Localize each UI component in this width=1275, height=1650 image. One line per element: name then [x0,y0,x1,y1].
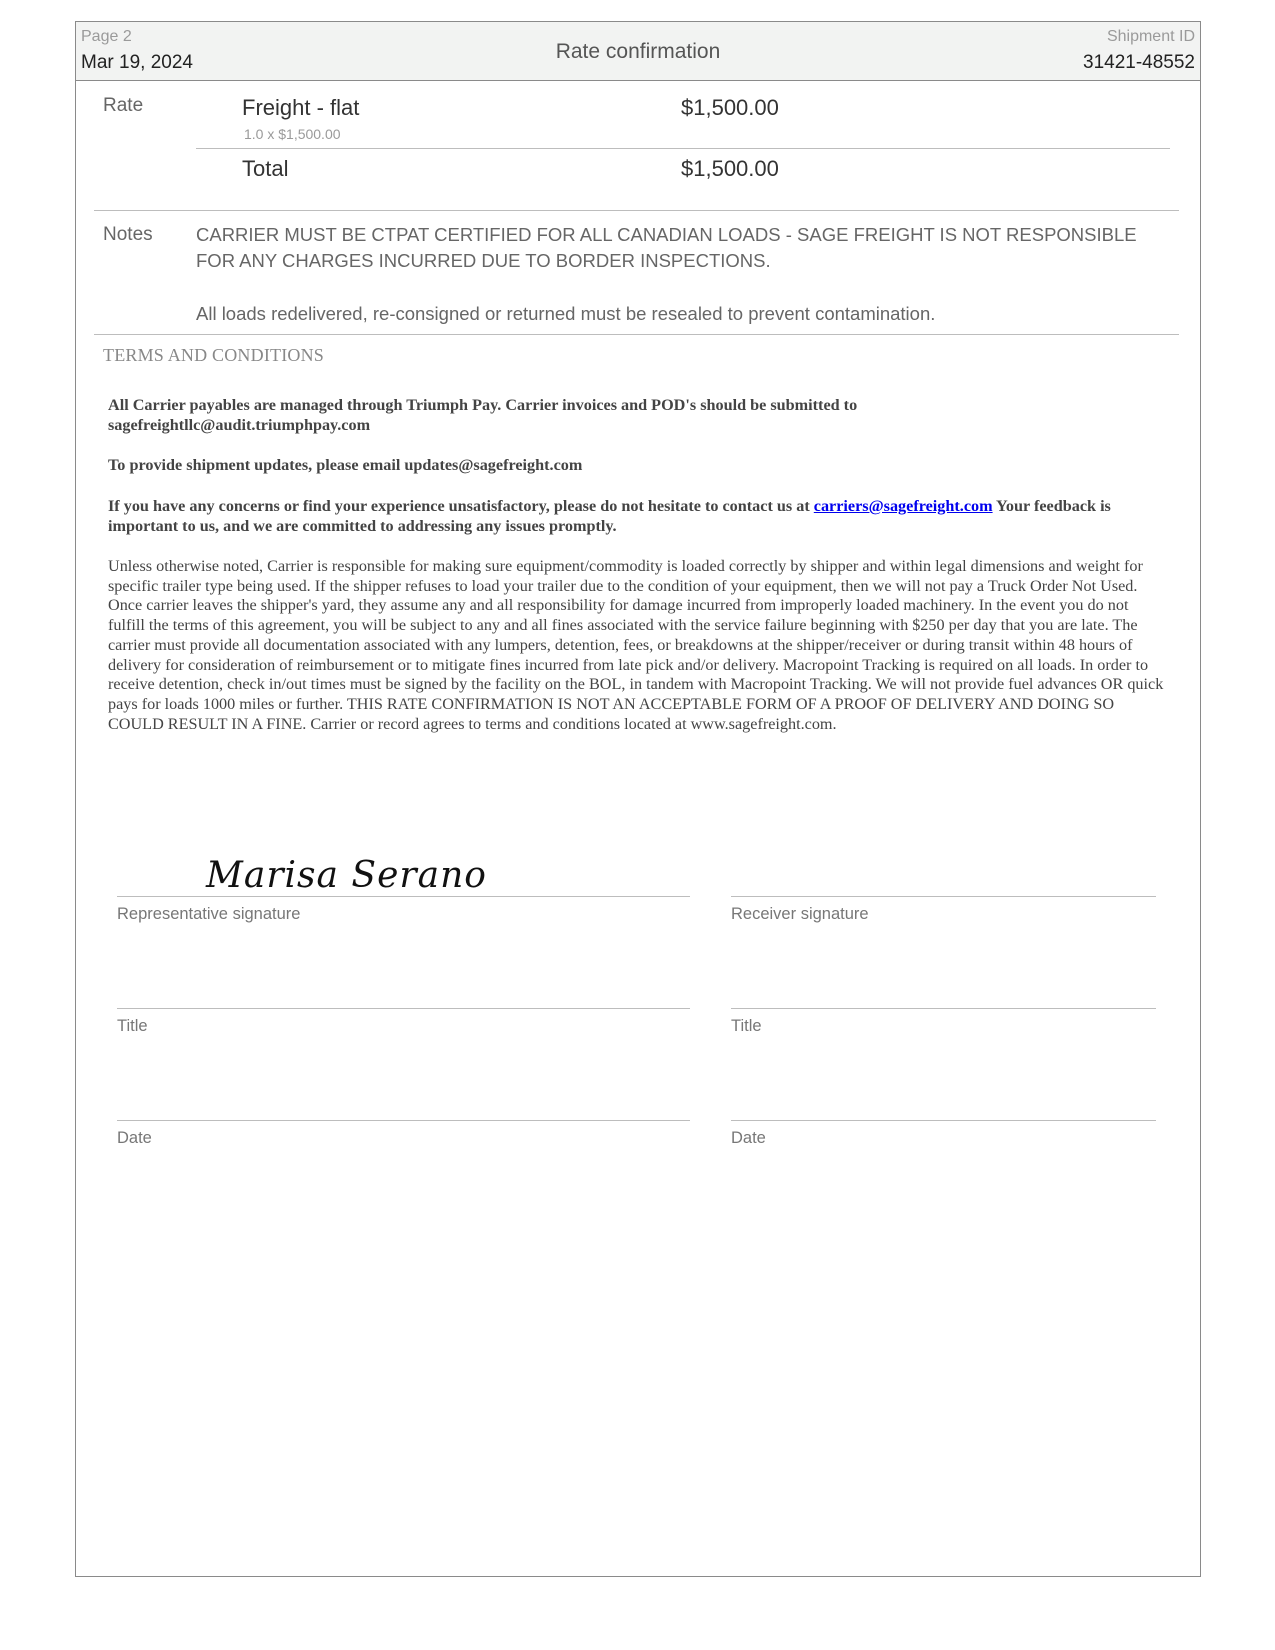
title-line [117,1008,690,1009]
rate-label: Rate [103,95,144,116]
date-line [117,1120,690,1121]
receiver-signature-label: Receiver signature [731,905,869,923]
total-amount: $1,500.00 [681,156,779,181]
section-divider [94,210,1179,211]
shipment-id-label: Shipment ID [1106,28,1195,45]
terms-payables: All Carrier payables are managed through Triumph Pay. Carrier invoices and POD's should be submitted to sagefreightllc@audit.triumphpay.com [108,396,858,434]
representative-signature-label: Representative signature [117,905,301,923]
representative-title-label: Title [117,1017,148,1035]
terms-body: Unless otherwise noted, Carrier is responsible for making sure equipment/commodity is loaded correctly by shipper and within legal dimensions and weight for specific trailer type being used. If the shipper refuses to load your trailer due to the condition of your equipment, then we will not pay a Truck Order Not Used. Once carrier leaves the shipper's yard, they assume any and all responsibility for damage incurred from improperly loaded machinery. In the event you do not fulfill the terms of this agreement, you will be subject to any and all fines associated with the service failure beginning with $250 per day that you are late. The carrier must provide all documentation associated with any lumpers, detention, fees, or breakdowns at the shipper/receiver or during transit within 48 hours of delivery for consideration of reimbursement or to mitigate fines incurred from late pick and/or delivery. Macropoint Tracking is required on all loads. In order to receive detention, check in/out times must be signed by the facility on the BOL, in tandem with Macropoint Tracking. We will not provide fuel advances OR quick pays for loads 1000 miles or further. THIS RATE CONFIRMATION IS NOT AN ACCEPTABLE FORM OF A PROOF OF DELIVERY AND DOING SO COULD RESULT IN A FINE. Carrier or record agrees to terms and conditions located at www.sagefreight.com. [108,557,1164,733]
date-line [731,1120,1156,1121]
page-header [75,21,1201,81]
section-divider [94,334,1179,335]
line-item-detail: 1.0 x $1,500.00 [244,126,341,142]
document-title: Rate confirmation [555,40,721,63]
notes-label: Notes [103,224,153,245]
rate-divider [196,148,1170,149]
receiver-title-label: Title [731,1017,762,1035]
note-border-inspections: CARRIER MUST BE CTPAT CERTIFIED FOR ALL CANADIAN LOADS - SAGE FREIGHT IS NOT RESPONSIBLE FOR ANY CHARGES INCURRED DUE TO BORDER INSPECTIONS. [196,224,1137,271]
line-item-amount: $1,500.00 [681,95,779,120]
terms-concerns-text: If you have any concerns or find your experience unsatisfactory, please do not hesitate to contact us at [108,497,814,515]
page-number: Page 2 [81,28,132,45]
terms-title: TERMS AND CONDITIONS [103,345,325,365]
signature-line [731,896,1156,897]
line-item-description: Freight - flat [242,95,360,120]
terms-updates: To provide shipment updates, please email updates@sagefreight.com [108,456,583,474]
terms-concerns-text-end: Your feedback is important to us, and we are committed to addressing any issues promptly. [108,497,1111,535]
note-reseal: All loads redelivered, re-consigned or returned must be resealed to prevent contamination. [196,303,936,324]
signature-line [117,896,690,897]
title-line [731,1008,1156,1009]
receiver-date-label: Date [731,1129,766,1147]
contact-email-link[interactable]: carriers@sagefreight.com [813,497,993,515]
total-label: Total [242,156,289,181]
document-date: Mar 19, 2024 [81,52,193,73]
terms-concerns [108,497,1168,536]
shipment-id: 31421-48552 [1083,52,1195,73]
representative-date-label: Date [117,1129,152,1147]
representative-signature: Marisa Serano [206,855,487,896]
